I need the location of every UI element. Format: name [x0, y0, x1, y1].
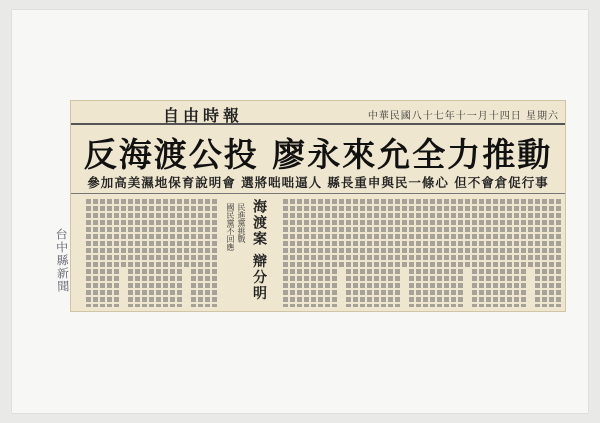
- article-body-right: [277, 199, 561, 307]
- text-column: [297, 199, 302, 307]
- text-column: [163, 199, 168, 307]
- text-column: [514, 199, 519, 307]
- text-column: [402, 199, 407, 269]
- clipping-sheet: [12, 10, 588, 413]
- text-column: [339, 199, 344, 269]
- text-column: [458, 199, 463, 307]
- text-column: [353, 199, 358, 307]
- text-column: [367, 199, 372, 307]
- text-column: [100, 199, 105, 307]
- text-column: [198, 199, 203, 307]
- text-column: [156, 199, 161, 307]
- text-column: [86, 199, 91, 307]
- text-column: [142, 199, 147, 307]
- text-column: [128, 199, 133, 307]
- text-column: [374, 199, 379, 307]
- text-column: [416, 199, 421, 307]
- handwritten-note: 台中縣新聞: [53, 227, 71, 294]
- subhead: 參加高美濕地保育說明會 選將咄咄逼人 縣長重申與民一條心 但不會倉促行事: [87, 175, 549, 190]
- paper-name: 自由時報: [163, 106, 244, 125]
- text-column: [212, 199, 217, 307]
- sidebar-title: 海渡案 辯分明: [251, 199, 267, 302]
- text-column: [465, 199, 470, 269]
- text-column: [191, 199, 196, 307]
- text-column: [121, 199, 126, 269]
- text-column: [290, 199, 295, 307]
- text-column: [542, 199, 547, 307]
- text-column: [486, 199, 491, 307]
- divider: [71, 193, 565, 194]
- masthead: [71, 101, 565, 125]
- text-column: [528, 199, 533, 269]
- text-column: [395, 199, 400, 307]
- headline: 反海渡公投 廖永來允全力推動: [83, 135, 553, 174]
- text-column: [283, 199, 288, 307]
- text-column: [444, 199, 449, 307]
- text-column: [346, 199, 351, 307]
- text-column: [177, 199, 182, 307]
- text-column: [493, 199, 498, 307]
- text-column: [304, 199, 309, 307]
- text-column: [170, 199, 175, 307]
- text-column: [500, 199, 505, 307]
- text-column: [381, 199, 386, 307]
- text-column: [535, 199, 540, 307]
- text-column: [507, 199, 512, 307]
- sidebar-subtitle-line-2: 國民黨不回應: [226, 203, 235, 251]
- text-column: [135, 199, 140, 307]
- text-column: [549, 199, 554, 307]
- text-column: [423, 199, 428, 307]
- text-column: [409, 199, 414, 307]
- paper-date: 中華民國八十七年十一月十四日 星期六: [367, 111, 559, 122]
- sidebar-box: [221, 197, 273, 309]
- text-column: [149, 199, 154, 307]
- text-column: [388, 199, 393, 307]
- text-column: [205, 199, 210, 307]
- text-column: [437, 199, 442, 307]
- text-column: [556, 199, 561, 307]
- text-column: [93, 199, 98, 307]
- text-column: [472, 199, 477, 307]
- text-column: [479, 199, 484, 307]
- text-column: [430, 199, 435, 307]
- text-column: [318, 199, 323, 307]
- text-column: [360, 199, 365, 307]
- text-column: [107, 199, 112, 307]
- text-column: [332, 199, 337, 307]
- text-column: [521, 199, 526, 307]
- article-body-left: [77, 199, 217, 307]
- text-column: [114, 199, 119, 307]
- newspaper-clipping: [70, 100, 566, 312]
- text-column: [184, 199, 189, 269]
- sidebar-subtitle-line-1: 民進黨挑戰: [237, 203, 246, 243]
- text-column: [311, 199, 316, 307]
- text-column: [451, 199, 456, 307]
- sidebar-subtitle: [225, 203, 247, 251]
- text-column: [325, 199, 330, 307]
